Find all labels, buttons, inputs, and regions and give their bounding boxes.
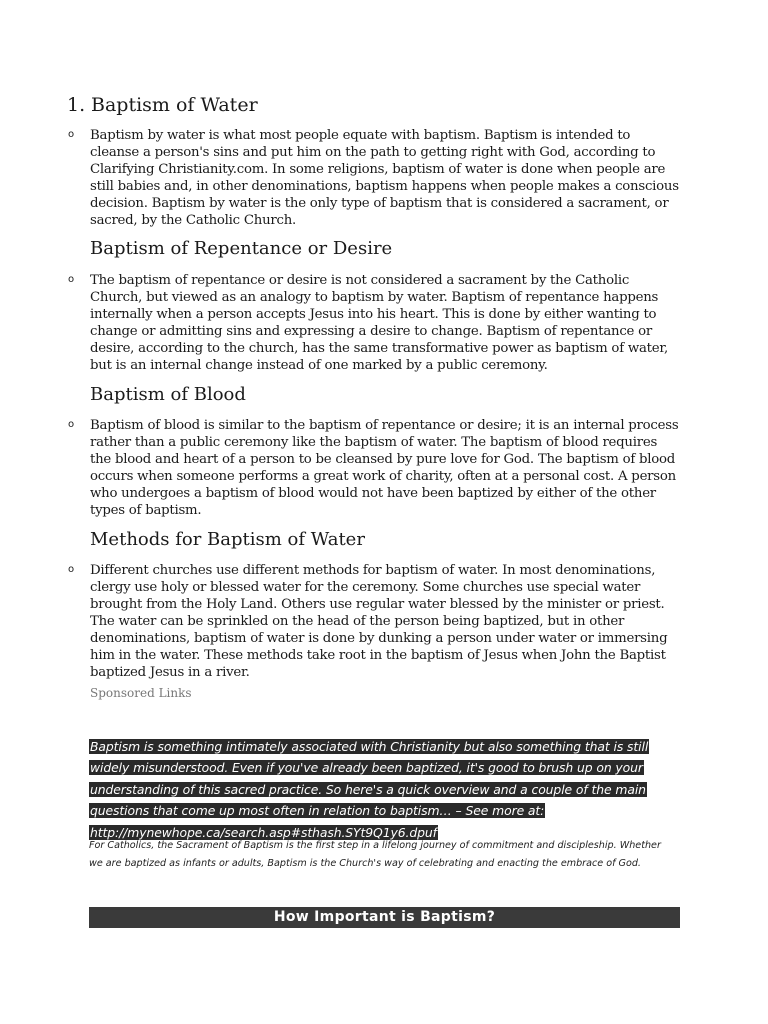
highlighted-quote: [89, 736, 679, 843]
bullet-marker: o: [68, 129, 75, 140]
subheading-blood: Baptism of Blood: [90, 384, 246, 405]
section-heading-baptism-of-water: [67, 94, 258, 116]
section-banner: How Important is Baptism?: [89, 907, 680, 928]
subheading-repentance: Baptism of Repentance or Desire: [90, 238, 393, 259]
bullet-marker: o: [68, 564, 75, 575]
paragraph-methods: Different churches use different methods for baptism of water. In most denominations, clergy use holy or blessed water for the ceremony. Some churches use special water brought from the Holy Land. Others use regular water blessed by the minister or priest. The water can be sprinkled on the head of the person being baptized, but in other denominations, baptism of water is done by dunking a person under water or immersing him in the water. These methods take root in the baptism of Jesus when John the Baptist baptized Jesus in a river.: [90, 563, 668, 680]
catholic-note: For Catholics, the Sacrament of Baptism is the first step in a lifelong journey of commitment and discipleship. Whether we are baptized as infants or adults, Baptism is the Church's way of celebrating and enacting the embrace of God.: [89, 840, 661, 869]
bullet-marker: o: [68, 274, 75, 285]
paragraph-baptism-of-water: Baptism by water is what most people equate with baptism. Baptism is intended to cleanse a person's sins and put him on the path to getting right with God, according to Clarifying Christianity.com. In some religions, baptism of water is done when people are still babies and, in other denominations, baptism happens when people makes a conscious decision. Baptism by water is the only type of baptism that is considered a sacrament, or sacred, by the Catholic Church.: [90, 128, 679, 228]
heading-number: 1.: [67, 94, 86, 116]
subheading-methods: Methods for Baptism of Water: [90, 529, 365, 550]
bullet-marker: o: [68, 419, 75, 430]
heading-title: Baptism of Water: [91, 94, 258, 116]
quote-text: Baptism is something intimately associated with Christianity but also something that is still widely misunderstood. Even if you've already been baptized, it's good to brush up on your understanding of this sacred practice. So here's a quick overview and a couple of the main questions that come up most often in relation to baptism… – See more at: http://mynewhope.ca/search.asp#sthash.SYt9Q1y6.dpuf: [90, 739, 649, 840]
sponsored-links-label: Sponsored Links: [90, 686, 192, 700]
paragraph-repentance: The baptism of repentance or desire is not considered a sacrament by the Catholic Church, but viewed as an analogy to baptism by water. Baptism of repentance happens internally when a person accepts Jesus into his heart. This is done by either wanting to change or admitting sins and expressing a desire to change. Baptism of repentance or desire, according to the church, has the same transformative power as baptism of water, but is an internal change instead of one marked by a public ceremony.: [90, 273, 668, 373]
paragraph-blood: Baptism of blood is similar to the baptism of repentance or desire; it is an internal process rather than a public ceremony like the baptism of water. The baptism of blood requires the blood and heart of a person to be cleansed by pure love for God. The baptism of blood occurs when someone performs a great work of charity, often at a personal cost. A person who undergoes a baptism of blood would not have been baptized by either of the other types of baptism.: [90, 418, 679, 518]
